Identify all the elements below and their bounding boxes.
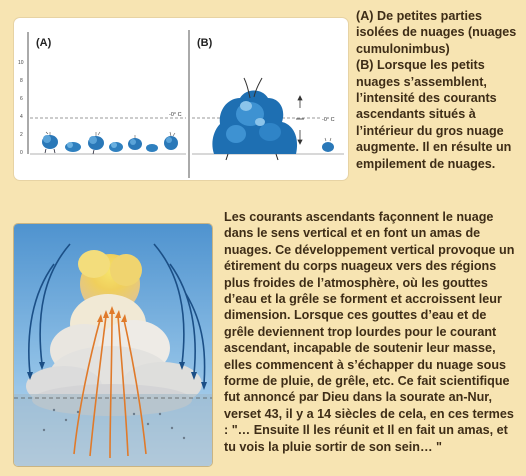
small-clouds xyxy=(42,132,178,154)
body-text xyxy=(224,209,520,455)
scale-tick: 2 xyxy=(20,132,23,138)
cumulonimbus-illustration xyxy=(14,224,212,466)
caption-a: (A) De petites parties isolées de nuages (nuages cumulonimbus) xyxy=(356,9,517,56)
small-cloud xyxy=(164,132,178,150)
caption-b: (B) Lorsque les petits nuages s’assemblent, l’intensité des courants ascendants situés à l’intérieur du gros nuage augmente. Il en résulte un empilement de nuages. xyxy=(356,58,512,171)
big-cumulonimbus xyxy=(212,78,297,160)
diagram-label-a: (A) xyxy=(36,37,52,49)
scale-tick: 8 xyxy=(20,78,23,84)
scale-tick: 6 xyxy=(20,96,23,102)
body-paragraph: Les courants ascendants façonnent le nuage dans le sens vertical et en font un amas de nuages. Ce développement vertical provoque un étirement du corps nuageux vers des régions plus froides de l’atmosphère, où les gouttes d’eau et la grêle se forment et accroissent leur dimension. Lorsque ces gouttes d’eau et de grêle deviennent trop lourdes pour le courant ascendant, incapable de soutenir leur masse, elles commencent à s’échapper du nuage sous forme de pluie, de grêle, etc. Ce fait scientifique fut annoncé par Dieu dans la sourate an-Nur, verset 43, il y a 14 siècles de cela, en ces termes : "… Ensuite Il les réunit et Il en fait un amas, et tu vois la pluie sortir de son sein… " xyxy=(224,210,515,454)
small-cloud xyxy=(146,144,158,152)
updraft-arrows xyxy=(296,96,304,144)
scale-ticks xyxy=(18,60,24,156)
illustration-svg xyxy=(14,224,212,466)
cloud-formation-diagram xyxy=(14,18,348,180)
diagram-label-b: (B) xyxy=(197,37,213,49)
small-cloud xyxy=(109,142,123,152)
temp-label-a: -0° C xyxy=(169,112,182,118)
diagram-svg xyxy=(14,18,348,180)
small-cloud xyxy=(128,135,142,150)
scale-tick: 10 xyxy=(18,60,24,66)
small-cloud-b xyxy=(322,138,334,152)
scale-tick: 4 xyxy=(20,114,23,120)
small-cloud xyxy=(42,132,58,153)
temp-label-b: -0° C xyxy=(322,117,335,123)
small-cloud xyxy=(88,132,104,154)
scale-tick: 0 xyxy=(20,150,23,156)
small-cloud xyxy=(65,142,81,152)
diagram-caption xyxy=(356,8,520,172)
